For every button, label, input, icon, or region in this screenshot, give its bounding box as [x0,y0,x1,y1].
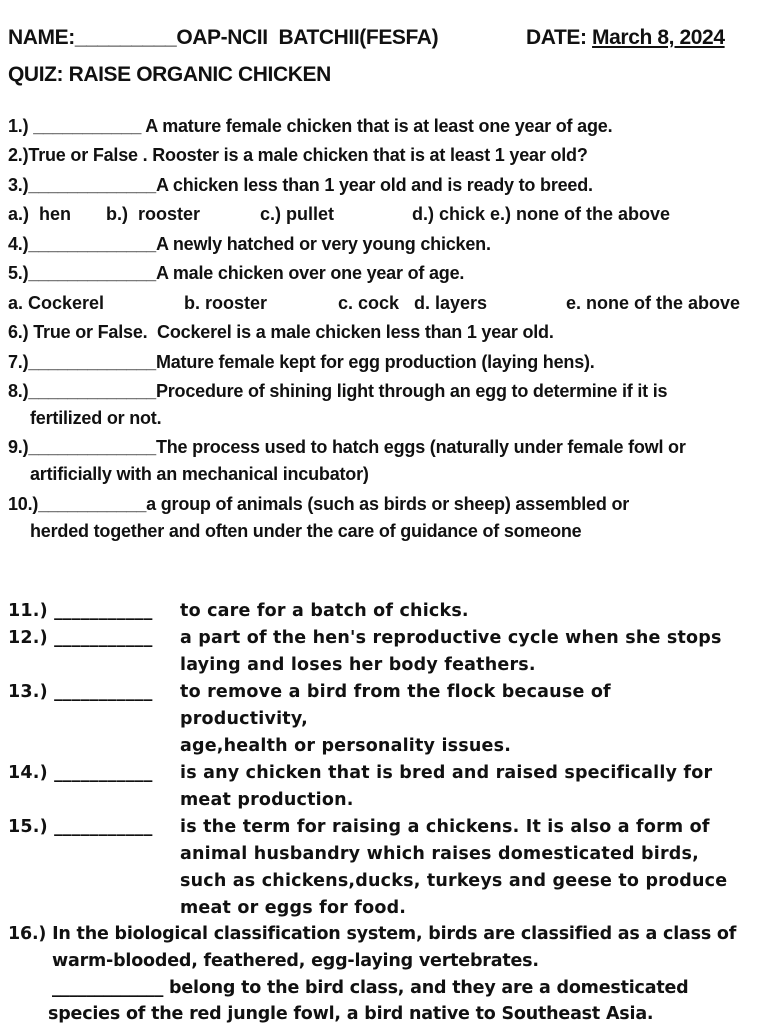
question-15-text-cont-3: meat or eggs for food. [180,898,407,918]
question-8: 8.)_____________Procedure of shining light through an egg to determine if it is [8,381,668,401]
question-14-text: is any chicken that is bred and raised specifically for [180,763,713,783]
choice-b-rooster: b. rooster [184,293,268,313]
choice-a-cockerel: a. Cockerel [8,293,105,313]
question-12-text: a part of the hen's reproductive cycle when she stops [180,628,722,648]
question-15-number: 15.) ___________ [8,817,153,837]
question-1: 1.) ___________ A mature female chicken that is at least one year of age. [8,116,613,136]
question-11-number: 11.) ___________ [8,601,153,621]
date-label: DATE: [526,26,593,49]
question-13-text-cont-2: age,health or personality issues. [180,736,512,756]
question-16-cont-2: _____________ belong to the bird class, and they are a domesticated [52,978,689,998]
question-15-text: is the term for raising a chickens. It is also a form of [180,817,710,837]
question-14-number: 14.) ___________ [8,763,153,783]
choice-d-layers: d. layers [414,293,488,313]
question-15-text-cont-2: such as chickens,ducks, turkeys and geese to produce [180,871,728,891]
question-9: 9.)_____________The process used to hatch eggs (naturally under female fowl or [8,437,686,457]
choice-d-chick: d.) chick e.) none of the above [412,204,671,224]
quiz-title: QUIZ: RAISE ORGANIC CHICKEN [8,63,331,86]
choice-b-rooster: b.) rooster [106,204,201,224]
question-16-cont-1: warm-blooded, feathered, egg-laying vertebrates. [52,951,539,971]
question-4: 4.)_____________A newly hatched or very young chicken. [8,234,491,254]
question-2: 2.)True or False . Rooster is a male chicken that is at least 1 year old? [8,145,588,165]
question-11-text: to care for a batch of chicks. [180,601,469,621]
question-15-text-cont-1: animal husbandry which raises domesticated birds, [180,844,699,864]
choice-e-none: e. none of the above [566,293,741,313]
question-9-cont: artificially with an mechanical incubator) [30,464,369,484]
choice-c-cock: c. cock [338,293,400,313]
question-12-text-cont: laying and loses her body feathers. [180,655,536,675]
question-16-cont-3: species of the red jungle fowl, a bird native to Southeast Asia. [48,1004,654,1024]
question-5: 5.)_____________A male chicken over one year of age. [8,263,465,283]
choice-a-hen: a.) hen [8,204,72,224]
question-8-cont: fertilized or not. [30,408,162,428]
name-line: NAME:_________OAP-NCII BATCHII(FESFA) [8,26,439,49]
date-field [526,26,725,50]
question-14-text-cont: meat production. [180,790,354,810]
question-7: 7.)_____________Mature female kept for egg production (laying hens). [8,352,595,372]
question-6: 6.) True or False. Cockerel is a male chicken less than 1 year old. [8,322,554,342]
question-10-cont: herded together and often under the care of guidance of someone [30,521,582,541]
question-12-number: 12.) ___________ [8,628,153,648]
question-13-number: 13.) ___________ [8,682,153,702]
question-10: 10.)___________a group of animals (such as birds or sheep) assembled or [8,494,630,514]
question-13-text: to remove a bird from the flock because of [180,682,611,702]
choice-c-pullet: c.) pullet [260,204,335,224]
question-3: 3.)_____________A chicken less than 1 year old and is ready to breed. [8,175,593,195]
date-value: March 8, 2024 [592,26,725,49]
question-13-text-cont-1: productivity, [180,709,308,729]
question-16: 16.) In the biological classification system, birds are classified as a class of [8,924,737,944]
